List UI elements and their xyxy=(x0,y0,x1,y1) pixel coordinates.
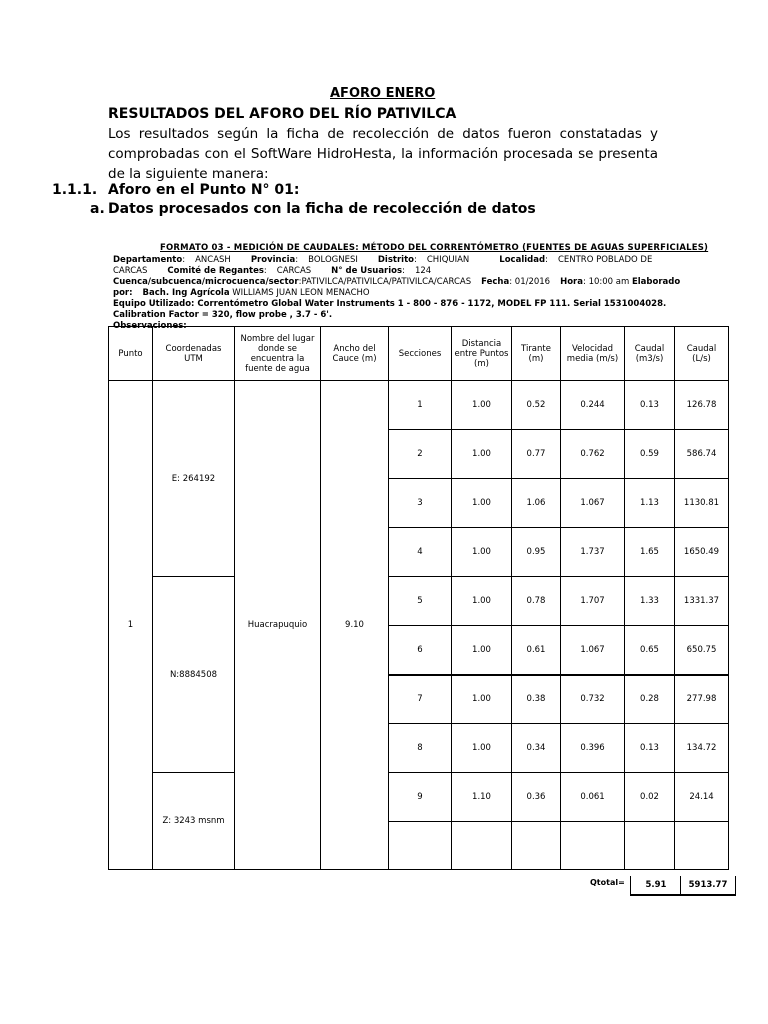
velocidad-cell: 0.396 xyxy=(561,724,625,773)
caudal-ls-cell: 1130.81 xyxy=(675,479,729,528)
total-m3s: 5.91 xyxy=(630,876,681,896)
total-label: Qtotal= xyxy=(590,878,625,887)
seccion-cell: 6 xyxy=(389,626,452,675)
prov-value: BOLOGNESI xyxy=(308,255,358,265)
caudal-ls-cell: 277.98 xyxy=(675,675,729,724)
lugar-cell: Huacrapuquio xyxy=(235,381,321,870)
header-caudal-m3s: Caudal (m3/s) xyxy=(625,327,675,381)
format-title: FORMATO 03 - MEDICIÓN DE CAUDALES: MÉTODO DEL CORRENTÓMETRO (FUENTES DE AGUAS SUPERFICIALES) xyxy=(160,243,709,253)
tirante-cell: 0.36 xyxy=(512,773,561,822)
tirante-cell xyxy=(512,822,561,870)
coord-z-cell: Z: 3243 msnm xyxy=(153,773,235,870)
observaciones-label: Observaciones: xyxy=(113,321,187,331)
cuenca-value: PATIVILCA/PATIVILCA/PATIVILCA/CARCAS xyxy=(301,277,472,287)
caudal-m3s-cell: 1.65 xyxy=(625,528,675,577)
seccion-cell: 7 xyxy=(389,675,452,724)
header-distancia: Distancia entre Puntos (m) xyxy=(452,327,512,381)
dist-value: CHIQUIAN xyxy=(426,255,470,265)
caudal-m3s-cell: 0.13 xyxy=(625,381,675,430)
velocidad-cell: 0.244 xyxy=(561,381,625,430)
por-label: por: xyxy=(113,288,133,298)
seccion-cell: 4 xyxy=(389,528,452,577)
calibration-line: Calibration Factor = 320, flow probe , 3.7 - 6'. xyxy=(113,310,333,320)
caudal-m3s-cell: 1.33 xyxy=(625,577,675,626)
dep-value: ANCASH xyxy=(195,255,231,265)
distancia-cell: 1.00 xyxy=(452,724,512,773)
tirante-cell: 1.06 xyxy=(512,479,561,528)
hora-label: Hora xyxy=(560,277,583,287)
item-title: Datos procesados con la ficha de recolección de datos xyxy=(108,201,536,217)
caudal-m3s-cell: 0.13 xyxy=(625,724,675,773)
caudal-ls-cell: 126.78 xyxy=(675,381,729,430)
distancia-cell xyxy=(452,822,512,870)
seccion-cell: 1 xyxy=(389,381,452,430)
seccion-cell xyxy=(389,822,452,870)
header-secciones: Secciones xyxy=(389,327,452,381)
table-row xyxy=(109,577,729,626)
velocidad-cell: 0.732 xyxy=(561,675,625,724)
velocidad-cell: 1.067 xyxy=(561,479,625,528)
usuarios-value: 124 xyxy=(414,266,432,276)
caudal-m3s-cell: 0.02 xyxy=(625,773,675,822)
seccion-cell: 2 xyxy=(389,430,452,479)
punto-cell: 1 xyxy=(109,381,153,870)
caudal-ls-cell: 650.75 xyxy=(675,626,729,675)
prov-label: Provincia xyxy=(250,255,296,265)
meta-line-1: Departamento: ANCASH Provincia: BOLOGNESI Distrito: CHIQUIAN Localidad: CENTRO POBLADO DE xyxy=(113,255,653,265)
velocidad-cell: 1.737 xyxy=(561,528,625,577)
subsection-title: Aforo en el Punto N° 01: xyxy=(108,182,300,198)
caudal-m3s-cell: 0.59 xyxy=(625,430,675,479)
section-title: RESULTADOS DEL AFORO DEL RÍO PATIVILCA xyxy=(108,106,457,122)
loc-label: Localidad xyxy=(499,255,546,265)
caudal-m3s-cell: 0.65 xyxy=(625,626,675,675)
elaborado-label: Elaborado xyxy=(631,277,681,287)
velocidad-cell: 0.061 xyxy=(561,773,625,822)
tirante-cell: 0.52 xyxy=(512,381,561,430)
meta-line-2: CARCAS Comité de Regantes: CARCAS N° de Usuarios: 124 xyxy=(113,266,432,276)
caudal-ls-cell: 134.72 xyxy=(675,724,729,773)
table-row xyxy=(109,773,729,822)
header-coordenadas: Coordenadas UTM xyxy=(153,327,235,381)
discharge-table xyxy=(108,326,729,870)
distancia-cell: 1.00 xyxy=(452,675,512,724)
meta-line-4 xyxy=(113,288,370,299)
header-tirante: Tirante (m) xyxy=(512,327,561,381)
distancia-cell: 1.00 xyxy=(452,626,512,675)
velocidad-cell: 1.067 xyxy=(561,626,625,675)
velocidad-cell: 0.762 xyxy=(561,430,625,479)
caudal-m3s-cell xyxy=(625,822,675,870)
tirante-cell: 0.61 xyxy=(512,626,561,675)
distancia-cell: 1.00 xyxy=(452,528,512,577)
caudal-m3s-cell: 0.28 xyxy=(625,675,675,724)
tirante-cell: 0.38 xyxy=(512,675,561,724)
coord-n-cell: N:8884508 xyxy=(153,577,235,773)
header-ancho: Ancho del Cauce (m) xyxy=(321,327,389,381)
dist-label: Distrito xyxy=(377,255,414,265)
table-header-row xyxy=(109,327,729,381)
table-row xyxy=(109,381,729,430)
bach-value: WILLIAMS JUAN LEON MENACHO xyxy=(232,288,370,298)
loc-value-2: CARCAS xyxy=(113,266,148,276)
ancho-cell: 9.10 xyxy=(321,381,389,870)
usuarios-label: N° de Usuarios xyxy=(331,266,403,276)
loc-value: CENTRO POBLADO DE xyxy=(557,255,653,265)
velocidad-cell: 1.707 xyxy=(561,577,625,626)
item-letter: a. xyxy=(90,201,105,217)
hora-value: 10:00 am xyxy=(588,277,630,287)
header-velocidad: Velocidad media (m/s) xyxy=(561,327,625,381)
intro-paragraph: Los resultados según la ficha de recolección de datos fueron constatadas y comprobadas con el SoftWare HidroHesta, la información procesada se presenta de la siguiente manera: xyxy=(108,126,658,182)
tirante-cell: 0.78 xyxy=(512,577,561,626)
distancia-cell: 1.00 xyxy=(452,430,512,479)
tirante-cell: 0.95 xyxy=(512,528,561,577)
meta-line-3: Cuenca/subcuenca/microcuenca/sector:PATIVILCA/PATIVILCA/PATIVILCA/CARCAS Fecha: 01/2016 Hora: 10:00 am Elaborado xyxy=(113,277,681,287)
document-heading: AFORO ENERO xyxy=(330,86,436,101)
seccion-cell: 3 xyxy=(389,479,452,528)
caudal-ls-cell: 586.74 xyxy=(675,430,729,479)
caudal-ls-cell: 1331.37 xyxy=(675,577,729,626)
equipo-line: Equipo Utilizado: Correntómetro Global Water Instruments 1 - 800 - 876 - 1172, MODEL FP 111. Serial 1531004028. xyxy=(113,299,667,309)
seccion-cell: 8 xyxy=(389,724,452,773)
total-ls: 5913.77 xyxy=(680,876,736,896)
tirante-cell: 0.34 xyxy=(512,724,561,773)
caudal-ls-cell: 1650.49 xyxy=(675,528,729,577)
bach-label: Bach. Ing Agrícola xyxy=(142,288,230,298)
caudal-ls-cell: 24.14 xyxy=(675,773,729,822)
seccion-cell: 5 xyxy=(389,577,452,626)
dep-label: Departamento xyxy=(113,255,183,265)
header-punto: Punto xyxy=(109,327,153,381)
caudal-ls-cell xyxy=(675,822,729,870)
fecha-value: 01/2016 xyxy=(514,277,551,287)
header-lugar: Nombre del lugar donde se encuentra la fuente de agua xyxy=(235,327,321,381)
distancia-cell: 1.00 xyxy=(452,381,512,430)
comite-label: Comité de Regantes xyxy=(167,266,264,276)
distancia-cell: 1.00 xyxy=(452,479,512,528)
seccion-cell: 9 xyxy=(389,773,452,822)
coord-e-cell: E: 264192 xyxy=(153,381,235,577)
caudal-m3s-cell: 1.13 xyxy=(625,479,675,528)
distancia-cell: 1.10 xyxy=(452,773,512,822)
subsection-number: 1.1.1. xyxy=(52,182,98,198)
fecha-label: Fecha xyxy=(481,277,510,287)
velocidad-cell xyxy=(561,822,625,870)
comite-value: CARCAS xyxy=(276,266,312,276)
header-caudal-ls: Caudal (L/s) xyxy=(675,327,729,381)
cuenca-label: Cuenca/subcuenca/microcuenca/sector xyxy=(113,277,299,287)
tirante-cell: 0.77 xyxy=(512,430,561,479)
distancia-cell: 1.00 xyxy=(452,577,512,626)
